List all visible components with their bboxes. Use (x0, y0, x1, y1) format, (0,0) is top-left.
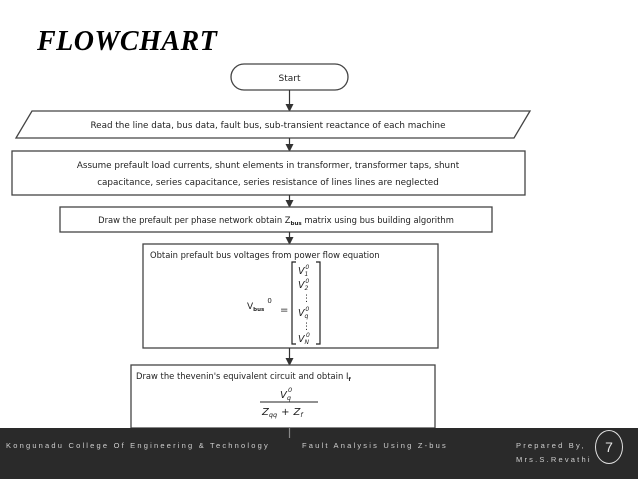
fraction-numerator: $V_q0$ (280, 386, 293, 402)
equals-sign: = (280, 305, 289, 316)
draw-prefix: Draw the prefault per phase network obtain Z (98, 215, 291, 225)
footer-college: Kongunadu College Of Engineering & Technology (6, 441, 270, 450)
assume-text-line2: capacitance, series capacitance, series resistance of lines lines are neglected (97, 178, 439, 188)
page-number-badge: 7 (595, 430, 623, 464)
zbus-sub: bus (290, 221, 302, 227)
vector-entry-1: $V_10$ (298, 264, 310, 278)
footer-author: Mrs.S.Revathi (516, 455, 592, 464)
assume-text-line1: Assume prefault load currents, shunt elements in transformer, transformer taps, shunt (76, 161, 460, 171)
read-data-text: Read the line data, bus data, fault bus, sub-transient reactance of each machine (90, 121, 446, 131)
vector-entry-dots-2: ⋮ (302, 322, 311, 332)
assume-box (12, 151, 525, 195)
page-title: FLOWCHART (37, 26, 218, 57)
footer-prepared-by: Prepared By, (516, 441, 586, 450)
draw-suffix: matrix using bus building algorithm (301, 215, 454, 225)
vector-entry-2: $V_20$ (298, 278, 310, 292)
start-label: Start (278, 74, 301, 84)
obtain-voltages-label: Obtain prefault bus voltages from power flow equation (150, 250, 380, 260)
footer-connector (0, 428, 638, 479)
footer-topic: Fault Analysis Using Z-bus (302, 441, 448, 450)
vector-entry-n: $V_N0$ (298, 332, 310, 346)
fraction-denominator: $Z_{qq} + Z_f$ (262, 407, 303, 419)
thevenin-text: Draw the thevenin's equivalent circuit and obtain $I_f$ (136, 371, 351, 383)
vector-entry-q: $V_q0$ (298, 306, 310, 320)
vbus-symbol: $V_{bus}^0$ (247, 297, 272, 313)
vector-entry-dots-1: ⋮ (302, 294, 311, 304)
